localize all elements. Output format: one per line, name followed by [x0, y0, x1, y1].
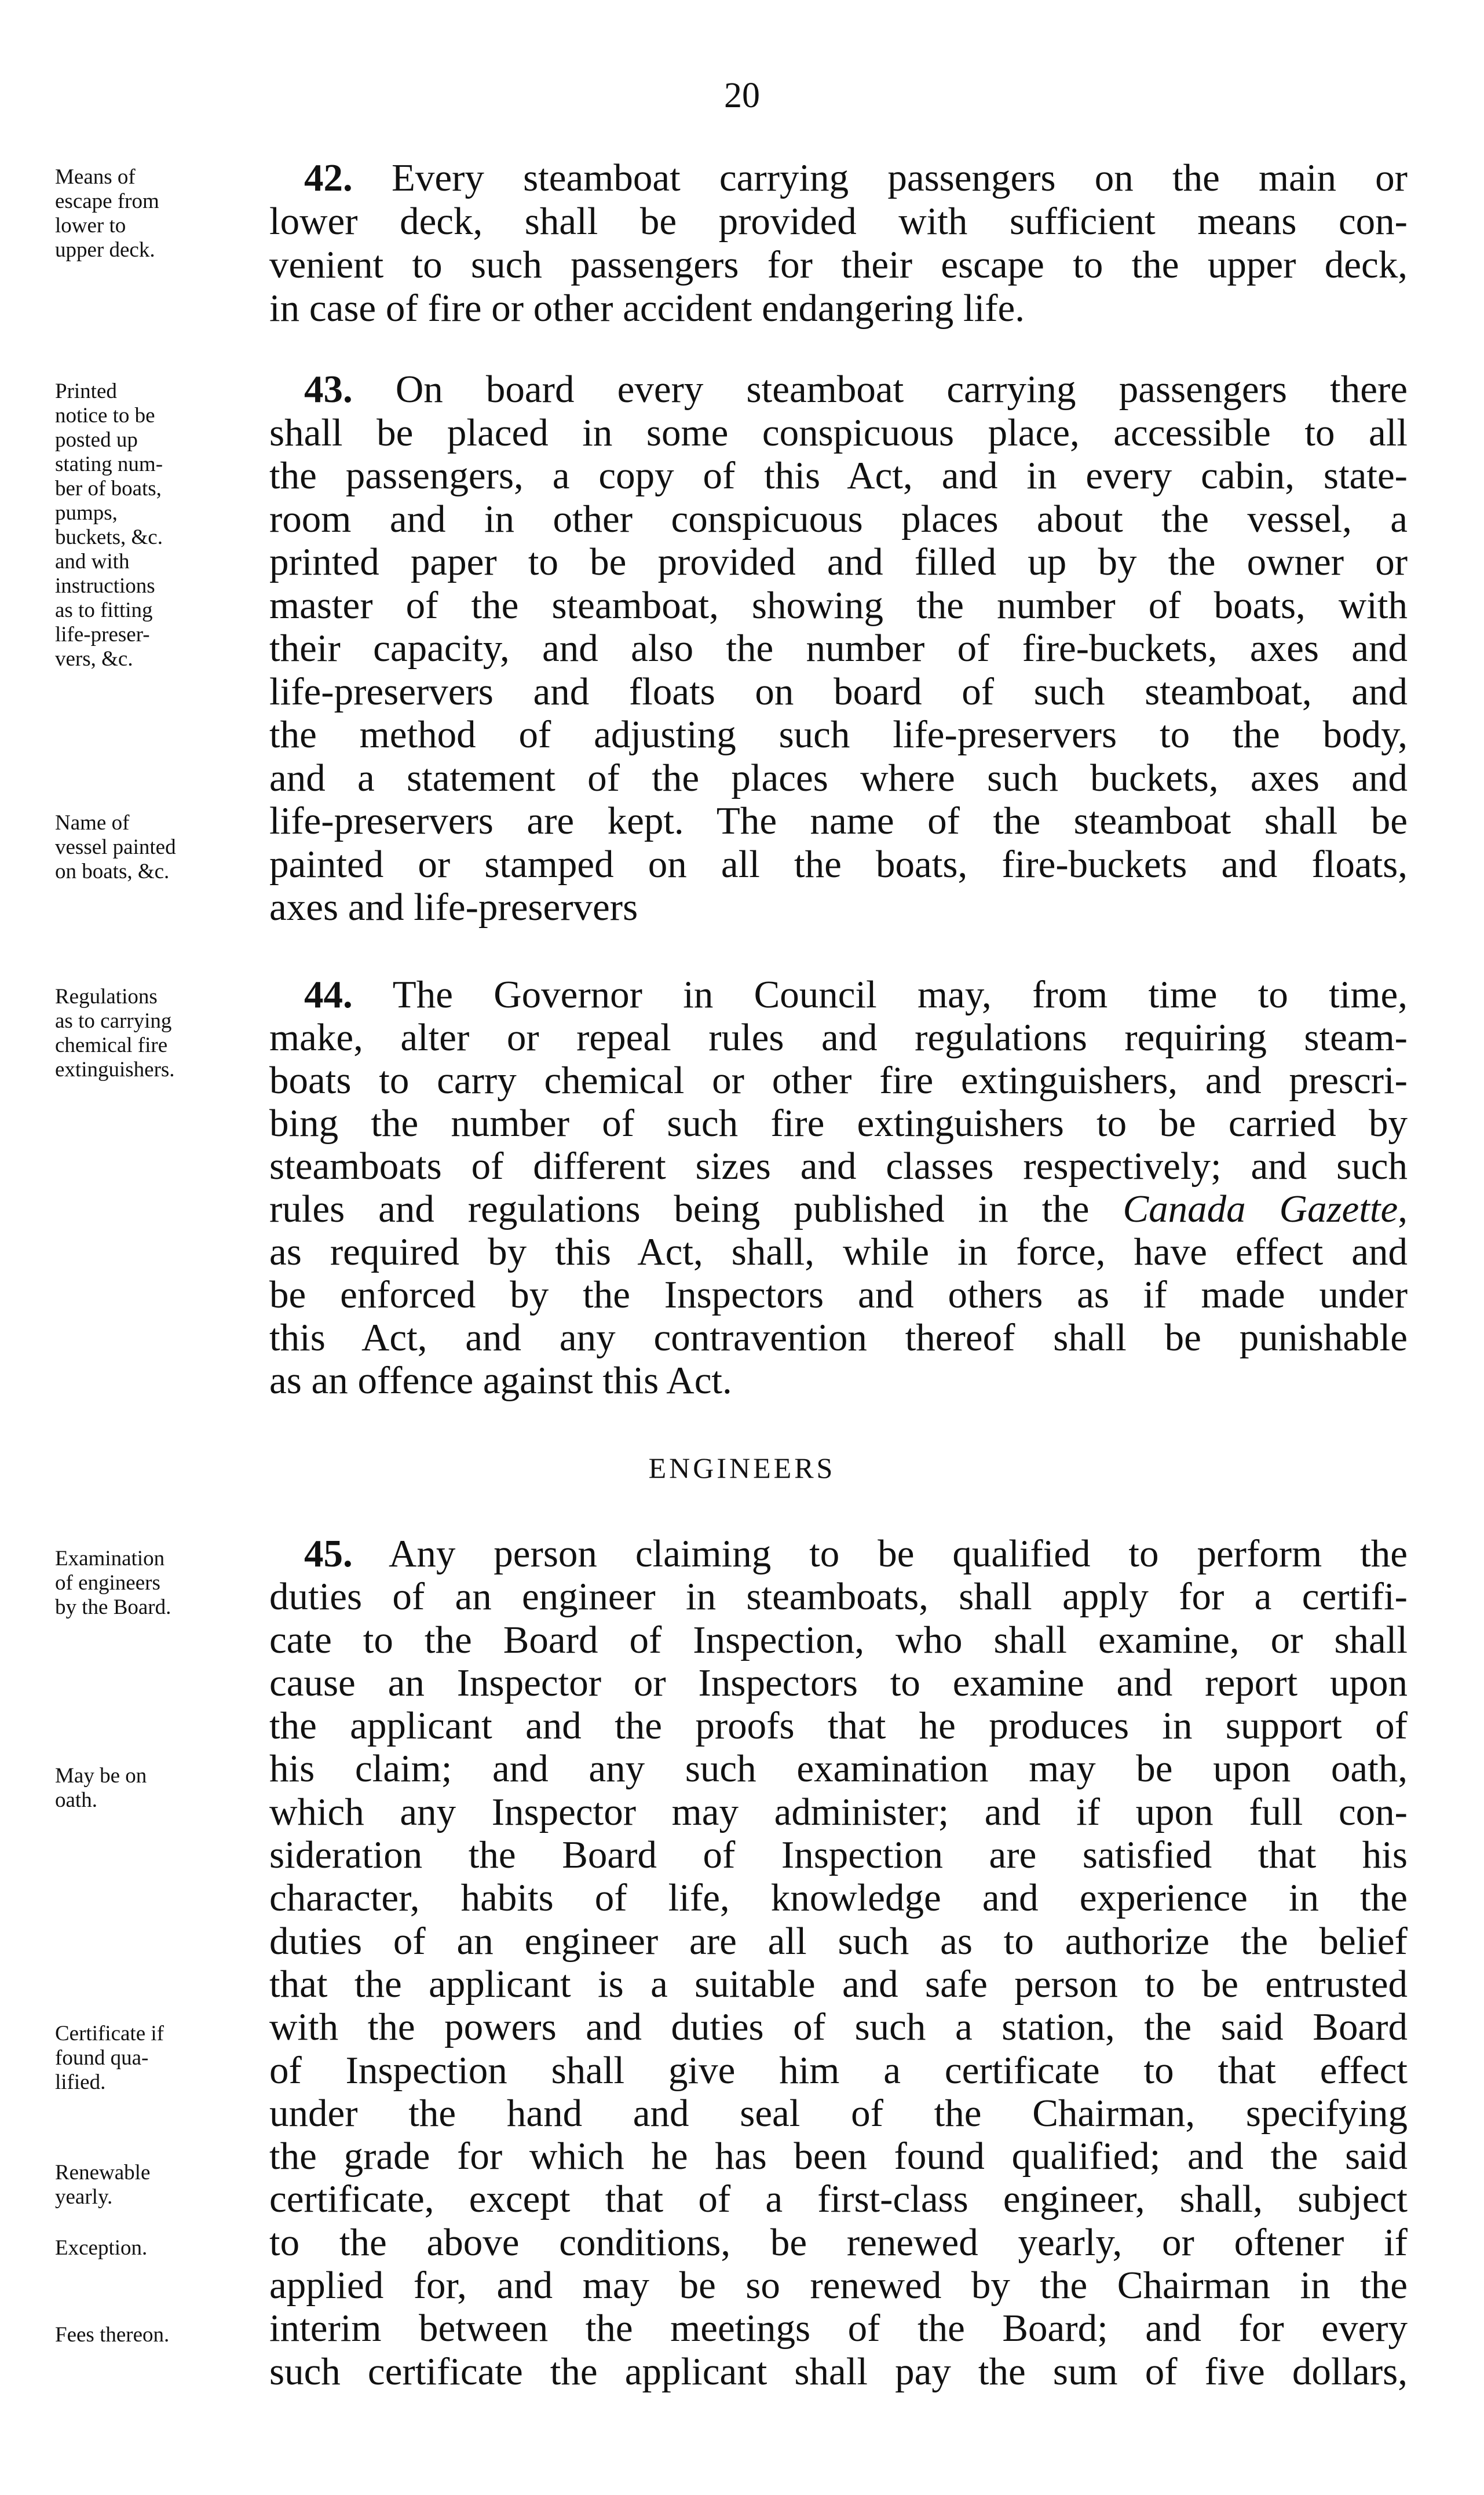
text-line: his claim; and any such examination may be upon oath, — [269, 1747, 1408, 1791]
side-note-line: life-preser- — [55, 623, 150, 646]
text-line: the method of adjusting such life-preservers to the body, — [269, 713, 1408, 756]
section-first-line: 42. Every steamboat carrying passengers on the main or — [304, 156, 1408, 199]
text-line: the grade for which he has been found qualified; and the said — [269, 2135, 1408, 2178]
text-line: as an offence against this Act. — [269, 1359, 732, 1402]
side-note-line: lified. — [55, 2070, 106, 2094]
section-44 — [269, 973, 1408, 1402]
side-note-line: vessel painted — [55, 835, 176, 859]
section-heading: ENGINEERS — [648, 1452, 836, 1484]
text-line: venient to such passengers for their escape to the upper deck, — [269, 243, 1408, 286]
side-note-printed-notice — [55, 379, 246, 671]
text-line: bing the number of such fire extinguishers to be carried by — [269, 1102, 1408, 1145]
side-note-vessel-name — [55, 811, 246, 884]
text-line: room and in other conspicuous places about the vessel, a — [269, 497, 1408, 540]
text-line: as required by this Act, shall, while in force, have effect and — [269, 1230, 1408, 1273]
side-note-line: Means of — [55, 165, 136, 189]
section-number: 45. — [304, 1532, 353, 1575]
text-line: duties of an engineer in steamboats, shall apply for a certifi- — [269, 1575, 1408, 1619]
text-line: in case of fire or other accident endangering life. — [269, 287, 1025, 330]
side-note-line: pumps, — [55, 501, 118, 525]
text-line: make, alter or repeal rules and regulations requiring steam- — [269, 1016, 1408, 1059]
side-note-line: Name of — [55, 811, 130, 835]
text-line: rules and regulations being published in the Canada Gazette, — [269, 1188, 1408, 1230]
text-line: boats to carry chemical or other fire extinguishers, and prescri- — [269, 1059, 1408, 1102]
side-note-line: yearly. — [55, 2185, 113, 2209]
text-line: which any Inspector may administer; and if upon full con- — [269, 1790, 1408, 1833]
side-note-line: as to carrying — [55, 1009, 172, 1033]
side-note-line: stating num- — [55, 452, 163, 476]
text-line: sideration the Board of Inspection are satisfied that his — [269, 1833, 1408, 1877]
side-note-line: oath. — [55, 1788, 97, 1812]
section-43 — [269, 368, 1408, 929]
text-line: to the above conditions, be renewed yearly, or oftener if — [269, 2220, 1408, 2264]
side-note-line: Exception. — [55, 2236, 148, 2260]
side-note-line: and with — [55, 550, 130, 573]
text-line: the applicant and the proofs that he produces in support of — [269, 1704, 1408, 1748]
side-note-line: escape from — [55, 189, 159, 213]
side-note-line: vers, &c. — [55, 647, 133, 671]
text-line: cate to the Board of Inspection, who shall examine, or shall — [269, 1618, 1408, 1661]
side-note-line: buckets, &c. — [55, 525, 163, 549]
text-line: steamboats of different sizes and classes respectively; and such — [269, 1145, 1408, 1188]
text-line: shall be placed in some conspicuous place, accessible to all — [269, 411, 1408, 454]
side-note-line: by the Board. — [55, 1595, 171, 1619]
text-line: lower deck, shall be provided with sufficient means con- — [269, 200, 1408, 243]
section-number: 44. — [304, 973, 353, 1016]
side-note-line: on boats, &c. — [55, 860, 170, 883]
side-note-fees — [55, 2323, 246, 2347]
side-note-line: Printed — [55, 379, 117, 403]
section-first-line: 44. The Governor in Council may, from time to time, — [304, 973, 1408, 1016]
page-number: 20 — [724, 76, 760, 115]
text-line: character, habits of life, knowledge and experience in the — [269, 1876, 1408, 1920]
text-line: certificate, except that of a first-class engineer, shall, subject — [269, 2178, 1408, 2221]
section-number: 43. — [304, 368, 353, 411]
text-line: and a statement of the places where such buckets, axes and — [269, 756, 1408, 799]
side-note-line: Certificate if — [55, 2022, 164, 2045]
text-line: cause an Inspector or Inspectors to examine and report upon — [269, 1661, 1408, 1704]
section-first-line: 43. On board every steamboat carrying passengers there — [304, 368, 1408, 411]
side-note-line: posted up — [55, 428, 138, 452]
text-line: master of the steamboat, showing the number of boats, with — [269, 583, 1408, 627]
text-line: interim between the meetings of the Board; and for every — [269, 2307, 1408, 2350]
side-note-examination — [55, 1547, 246, 1620]
text-line: that the applicant is a suitable and safe person to be entrusted — [269, 1962, 1408, 2006]
text-line: with the powers and duties of such a station, the said Board — [269, 2006, 1408, 2049]
side-note-line: Regulations — [55, 985, 158, 1009]
side-note-line: ber of boats, — [55, 477, 162, 501]
side-note-fire-extinguishers — [55, 985, 246, 1082]
side-note-escape — [55, 165, 246, 262]
text-line: painted or stamped on all the boats, fire-buckets and floats, — [269, 842, 1408, 886]
text-line: printed paper to be provided and filled up by the owner or — [269, 540, 1408, 583]
side-note-line: of engineers — [55, 1571, 160, 1595]
side-note-certificate — [55, 2022, 246, 2095]
side-note-line: chemical fire — [55, 1033, 168, 1057]
section-number: 42. — [304, 156, 353, 199]
side-note-renewable — [55, 2161, 246, 2209]
text-line: duties of an engineer are all such as to authorize the belief — [269, 1919, 1408, 1963]
text-line: such certificate the applicant shall pay the sum of five dollars, — [269, 2350, 1408, 2393]
side-note-line: extinguishers. — [55, 1058, 175, 1082]
text-line: of Inspection shall give him a certificate to that effect — [269, 2048, 1408, 2092]
side-note-line: upper deck. — [55, 238, 155, 262]
side-note-line: found qua- — [55, 2046, 149, 2070]
side-note-line: Renewable — [55, 2161, 151, 2185]
section-first-line: 45. Any person claiming to be qualified to perform the — [304, 1532, 1408, 1575]
text-line: the passengers, a copy of this Act, and in every cabin, state- — [269, 454, 1408, 497]
text-line: life-preservers and floats on board of such steamboat, and — [269, 670, 1408, 713]
side-note-line: Examination — [55, 1547, 165, 1570]
text-line: applied for, and may be so renewed by the Chairman in the — [269, 2264, 1408, 2307]
section-45 — [269, 1532, 1408, 2393]
text-line: this Act, and any contravention thereof shall be punishable — [269, 1316, 1408, 1359]
side-note-line: May be on — [55, 1764, 147, 1788]
text-line: life-preservers are kept. The name of the steamboat shall be — [269, 799, 1408, 842]
canada-gazette-title: Canada Gazette — [1123, 1188, 1398, 1230]
text-line: under the hand and seal of the Chairman, specifying — [269, 2091, 1408, 2135]
text-line: be enforced by the Inspectors and others as if made under — [269, 1273, 1408, 1316]
side-note-line: Fees thereon. — [55, 2323, 170, 2347]
text-line: their capacity, and also the number of fire-buckets, axes and — [269, 627, 1408, 670]
text-line: axes and life-preservers — [269, 886, 638, 929]
side-note-exception — [55, 2236, 246, 2260]
side-note-line: notice to be — [55, 404, 155, 428]
side-note-line: lower to — [55, 214, 126, 238]
side-note-line: as to fitting — [55, 598, 153, 622]
side-note-line: instructions — [55, 574, 155, 598]
section-42 — [269, 156, 1408, 330]
side-note-oath — [55, 1764, 246, 1813]
